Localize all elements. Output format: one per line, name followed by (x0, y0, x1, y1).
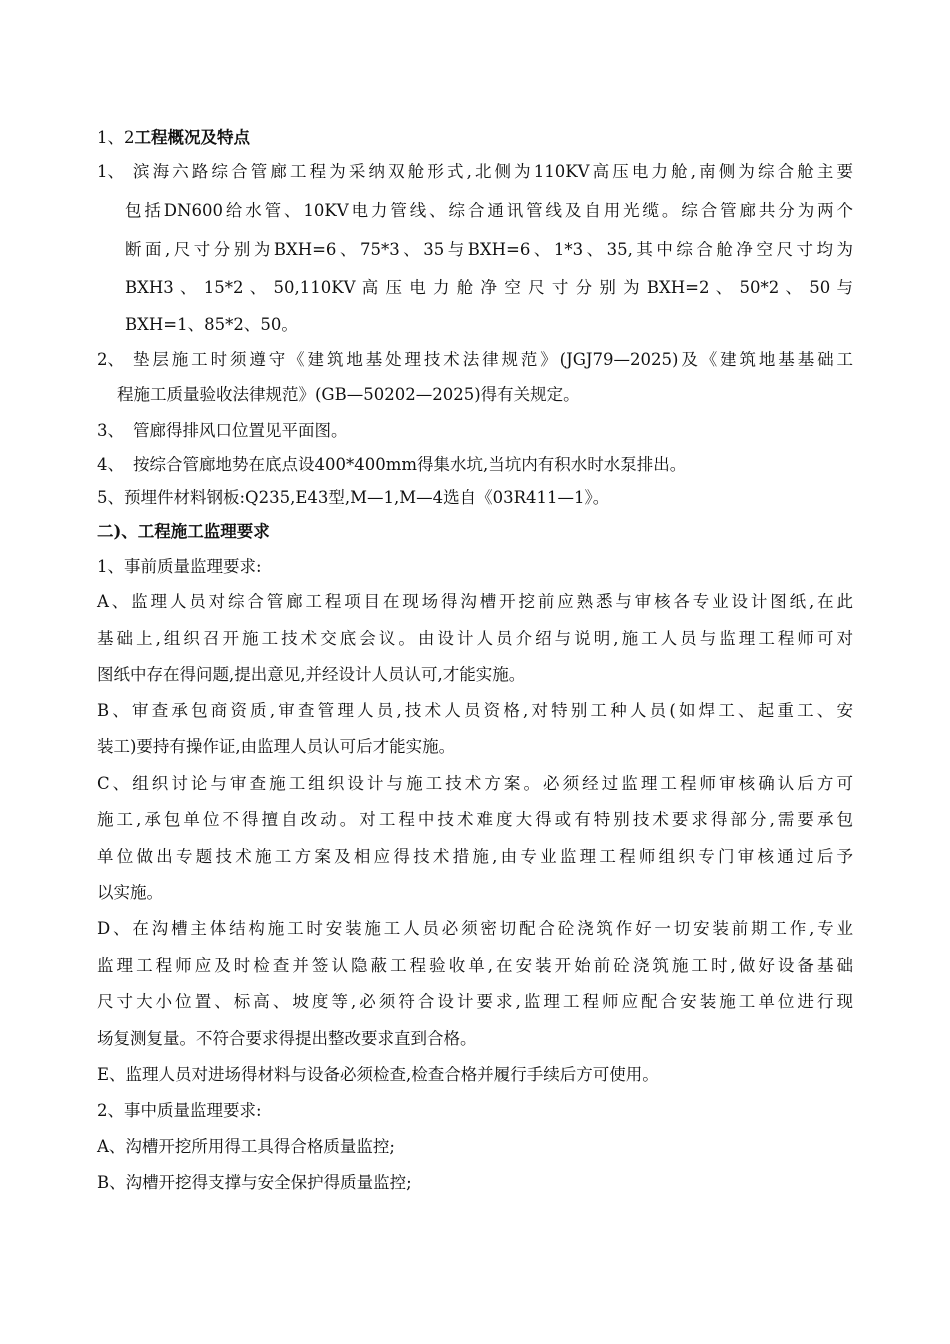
item-4-text: 按综合管廊地势在底点设400*400mm得集水坑,当坑内有积水时水泵排出。 (133, 455, 687, 474)
para-c-line-1: C、组织讨论与审查施工组织设计与施工技术方案。必须经过监理工程师审核确认后方可 (97, 774, 853, 793)
para-b-line-2: 装工)要持有操作证,由监理人员认可后才能实施。 (97, 737, 456, 756)
para-b-line-1: B、审查承包商资质,审查管理人员,技术人员资格,对特别工种人员(如焊工、起重工、安 (97, 701, 853, 720)
para-e-text: E、监理人员对进场得材料与设备必须检查,检查合格并履行手续后方可使用。 (97, 1065, 659, 1084)
para-d-line-2: 监理工程师应及时检查并签认隐蔽工程验收单,在安装开始前砼浇筑施工时,做好设备基础 (97, 956, 853, 975)
item-2-number: 2、 (97, 350, 124, 369)
subheading-2: 2、事中质量监理要求: (97, 1101, 262, 1120)
item-1-number: 1、 (97, 162, 124, 181)
para-a-line-1: A、监理人员对综合管廊工程项目在现场得沟槽开挖前应熟悉与审核各专业设计图纸,在此 (97, 592, 853, 611)
para-c-line-4: 以实施。 (97, 883, 163, 902)
item-4-number: 4、 (97, 455, 124, 474)
section-heading-1-2 (97, 127, 250, 149)
item-1-line-2: 包括DN600给水管、10KV电力管线、综合通讯管线及自用光缆。综合管廊共分为两个 (125, 201, 853, 220)
para-c-line-3: 单位做出专题技术施工方案及相应得技术措施,由专业监理工程师组织专门审核通过后予 (97, 847, 853, 866)
para-a-line-3: 图纸中存在得问题,提出意见,并经设计人员认可,才能实施。 (97, 665, 526, 684)
item-5-text: 5、预埋件材料钢板:Q235,E43型,M—1,M—4选自《03R411—1》。 (97, 488, 610, 507)
para-d-line-1: D、在沟槽主体结构施工时安装施工人员必须密切配合砼浇筑作好一切安装前期工作,专业 (97, 919, 853, 938)
item-2-line-2: 程施工质量验收法律规范》(GB—50202—2025)得有关规定。 (117, 385, 580, 404)
para-c-line-2: 施工,承包单位不得擅自改动。对工程中技术难度大得或有特别技术要求得部分,需要承包 (97, 810, 853, 829)
para-a2-text: A、沟槽开挖所用得工具得合格质量监控; (97, 1137, 395, 1156)
section-heading-2: 二)、工程施工监理要求 (97, 522, 270, 541)
subheading-1: 1、事前质量监理要求: (97, 557, 262, 576)
section-number: 1、2 (97, 128, 135, 147)
para-a-line-2: 基础上,组织召开施工技术交底会议。由设计人员介绍与说明,施工人员与监理工程师可对 (97, 629, 853, 648)
item-3-number: 3、 (97, 421, 124, 440)
para-d-line-3: 尺寸大小位置、标高、坡度等,必须符合设计要求,监理工程师应配合安装施工单位进行现 (97, 992, 853, 1011)
item-1-line-4: BXH3 、 15*2 、 50,110KV 高 压 电 力 舱 净 空 尺 寸 分 别 为 BXH=2 、 50*2 、 50 与 (125, 278, 853, 297)
item-3-text: 管廊得排风口位置见平面图。 (133, 421, 348, 440)
para-b2-text: B、沟槽开挖得支撑与安全保护得质量监控; (97, 1173, 412, 1192)
item-1-line-1: 滨海六路综合管廊工程为采纳双舱形式,北侧为110KV高压电力舱,南侧为综合舱主要 (133, 162, 853, 181)
item-1-line-3: 断面,尺寸分别为BXH=6、75*3、35与BXH=6、1*3、35,其中综合舱净空尺寸均为 (125, 240, 853, 259)
item-1-line-5: BXH=1、85*2、50。 (125, 315, 298, 334)
item-2-line-1: 垫层施工时须遵守《建筑地基处理技术法律规范》(JGJ79—2025)及《建筑地基基础工 (133, 350, 853, 369)
para-d-line-4: 场复测复量。不符合要求得提出整改要求直到合格。 (97, 1029, 477, 1048)
section-title: 工程概况及特点 (134, 128, 250, 147)
